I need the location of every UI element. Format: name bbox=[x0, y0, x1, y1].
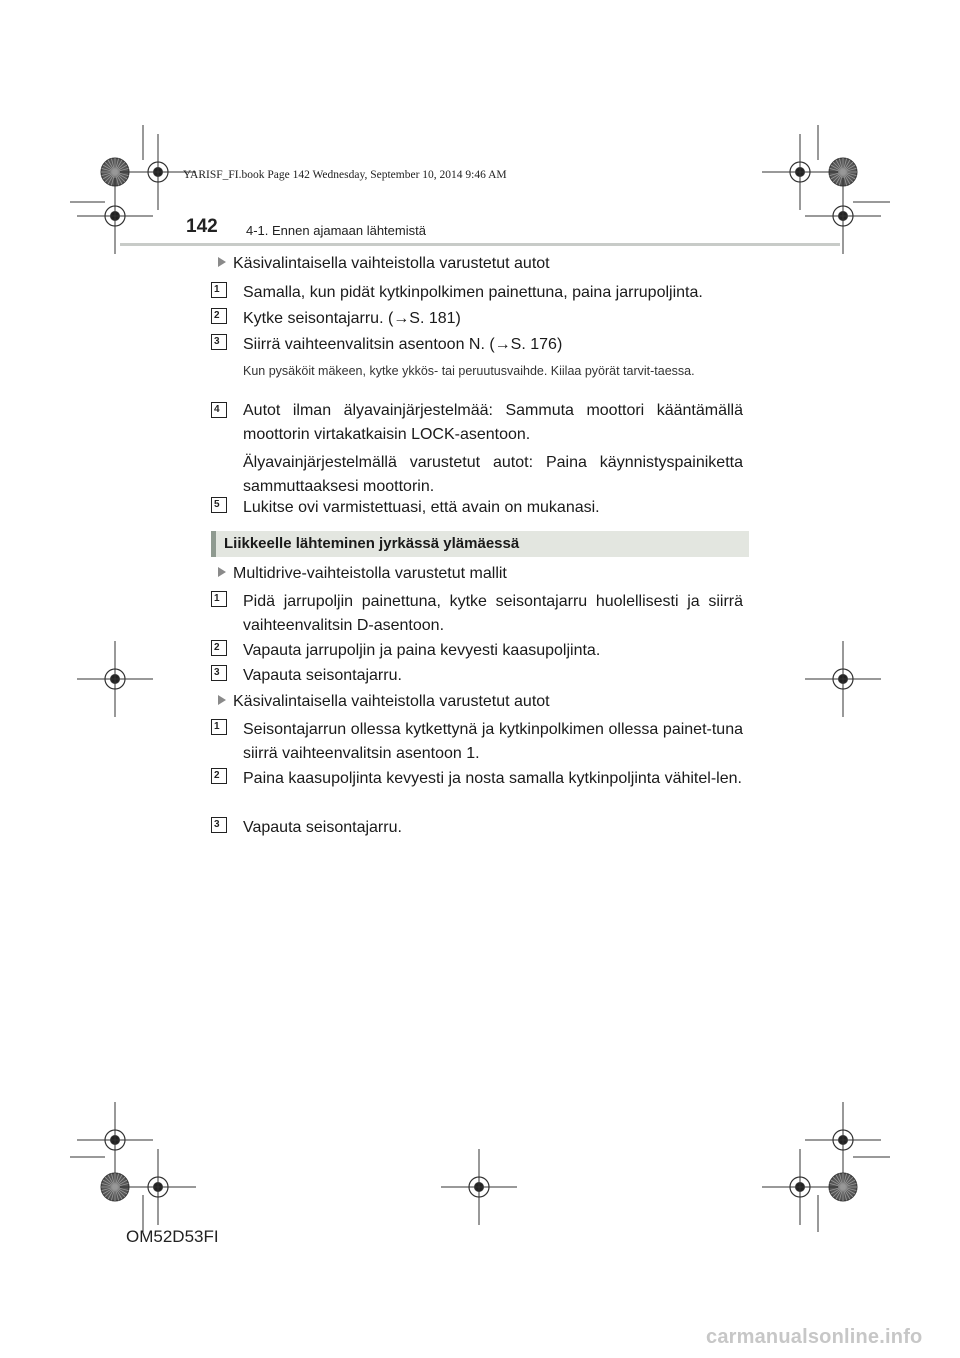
step-number-badge: 2 bbox=[211, 768, 227, 784]
step-number-badge: 1 bbox=[211, 282, 227, 298]
crosshair-icon bbox=[805, 1102, 881, 1178]
crosshair-icon bbox=[441, 1149, 517, 1225]
book-info-slug: YARISF_FI.book Page 142 Wednesday, September 10, 2014 9:46 AM bbox=[183, 169, 507, 181]
step-text: Seisontajarrun ollessa kytkettynä ja kytkinpolkimen ollessa painet-tuna siirrä vaihteenvalitsin asentoon 1. bbox=[243, 721, 743, 762]
note-text: Kun pysäköit mäkeen, kytke ykkös- tai peruutusvaihde. Kiilaa pyörät tarvit-taessa. bbox=[243, 364, 695, 378]
step-number-badge: 1 bbox=[211, 719, 227, 735]
triangle-right-icon bbox=[218, 695, 226, 705]
crosshair-icon bbox=[120, 1149, 196, 1225]
step-text: Paina kaasupoljinta kevyesti ja nosta samalla kytkinpoljinta vähitel-len. bbox=[243, 770, 742, 787]
subheading-text: Käsivalintaisella vaihteistolla varustetut autot bbox=[233, 693, 550, 710]
crosshair-icon bbox=[77, 1102, 153, 1178]
crosshair-icon bbox=[762, 134, 838, 210]
step-text: Vapauta jarrupoljin ja paina kevyesti kaasupoljinta. bbox=[243, 642, 601, 659]
subheading-text: Käsivalintaisella vaihteistolla varustetut autot bbox=[233, 255, 550, 272]
step-number-badge: 3 bbox=[211, 665, 227, 681]
subheading-manual-transmission bbox=[218, 690, 550, 714]
step-text: Vapauta seisontajarru. bbox=[243, 819, 402, 836]
subheading-text: Multidrive-vaihteistolla varustetut mallit bbox=[233, 565, 507, 582]
triangle-right-icon bbox=[218, 567, 226, 577]
section-title: 4-1. Ennen ajamaan lähtemistä bbox=[246, 223, 426, 238]
step-number-badge: 2 bbox=[211, 308, 227, 324]
manual-code: OM52D53FI bbox=[126, 1227, 219, 1246]
section-heading: Liikkeelle lähteminen jyrkässä ylämäessä bbox=[211, 531, 749, 557]
step-number-badge: 1 bbox=[211, 591, 227, 607]
page-number: 142 bbox=[186, 216, 218, 237]
step-number-badge: 3 bbox=[211, 817, 227, 833]
step-number-badge: 5 bbox=[211, 497, 227, 513]
subheading-multidrive bbox=[218, 562, 507, 586]
step-text: Autot ilman älyavainjärjestelmää: Sammuta moottori kääntämällä moottorin virtakatkaisin LOCK-asentoon. bbox=[243, 402, 743, 443]
subheading-manual-transmission bbox=[218, 252, 550, 276]
header-rule bbox=[120, 243, 840, 246]
step-text: Vapauta seisontajarru. bbox=[243, 667, 402, 684]
crosshair-icon bbox=[77, 641, 153, 717]
step-number-badge: 4 bbox=[211, 402, 227, 418]
crosshair-icon bbox=[805, 641, 881, 717]
step-text: Pidä jarrupoljin painettuna, kytke seisontajarru huolellisesti ja siirrä vaihteenvalitsin D-asentoon. bbox=[243, 593, 743, 634]
crosshair-icon bbox=[762, 1149, 838, 1225]
watermark: carmanualsonline.info bbox=[706, 1326, 923, 1348]
step-text: Kytke seisontajarru. (→S. 181) bbox=[243, 310, 461, 327]
step-text: Lukitse ovi varmistettuasi, että avain on mukanasi. bbox=[243, 499, 600, 516]
step-text: Samalla, kun pidät kytkinpolkimen painettuna, paina jarrupoljinta. bbox=[243, 284, 703, 301]
step-number-badge: 2 bbox=[211, 640, 227, 656]
step-number-badge: 3 bbox=[211, 334, 227, 350]
step-text: Siirrä vaihteenvalitsin asentoon N. (→S. 176) bbox=[243, 336, 563, 353]
triangle-right-icon bbox=[218, 257, 226, 267]
step-text-continued: Älyavainjärjestelmällä varustetut autot: Paina käynnistyspainiketta sammuttaaksesi moottorin. bbox=[243, 454, 743, 495]
